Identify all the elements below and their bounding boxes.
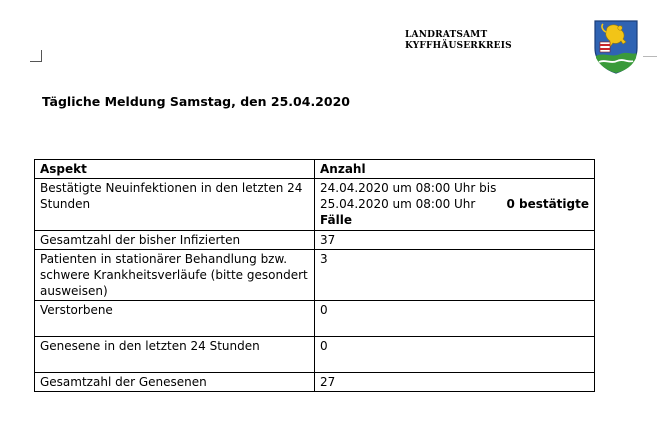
authority-line-2: KYFFHÄUSERKREIS — [405, 41, 512, 51]
table-row — [35, 179, 595, 231]
column-header-count: Anzahl — [315, 160, 595, 179]
crop-mark — [30, 50, 42, 62]
count-cell: 27 — [315, 373, 595, 392]
document-title: Tägliche Meldung Samstag, den 25.04.2020 — [42, 94, 350, 109]
side-rule — [643, 56, 657, 57]
count-cell: 37 — [315, 231, 595, 250]
count-period-start: 24.04.2020 um 08:00 Uhr bis — [320, 181, 497, 195]
table-header-row — [35, 160, 595, 179]
count-period-line — [320, 196, 589, 212]
aspect-cell: Patienten in stationärer Behandlung bzw. schwere Krankheitsverläufe (bitte gesondert ausweisen) — [35, 250, 315, 301]
count-cell: 0 — [315, 337, 595, 373]
count-confirmed-value: 0 bestätigte — [506, 197, 589, 211]
report-table — [34, 159, 595, 392]
authority-name — [405, 30, 512, 52]
aspect-cell: Bestätigte Neuinfektionen in den letzten 24 Stunden — [35, 179, 315, 231]
table-row — [35, 301, 595, 337]
table-row — [35, 231, 595, 250]
count-cell: 0 — [315, 301, 595, 337]
table-row — [35, 250, 595, 301]
count-cell — [315, 179, 595, 231]
table-row — [35, 373, 595, 392]
count-period-end: 25.04.2020 um 08:00 Uhr — [320, 197, 476, 211]
coat-of-arms-icon — [592, 18, 640, 74]
authority-line-1: LANDRATSAMT — [405, 30, 488, 40]
aspect-cell: Genesene in den letzten 24 Stunden — [35, 337, 315, 373]
count-confirmed-unit: Fälle — [320, 213, 352, 227]
table-row — [35, 337, 595, 373]
aspect-cell: Gesamtzahl der Genesenen — [35, 373, 315, 392]
column-header-aspect: Aspekt — [35, 160, 315, 179]
aspect-cell: Gesamtzahl der bisher Infizierten — [35, 231, 315, 250]
aspect-cell: Verstorbene — [35, 301, 315, 337]
count-cell: 3 — [315, 250, 595, 301]
